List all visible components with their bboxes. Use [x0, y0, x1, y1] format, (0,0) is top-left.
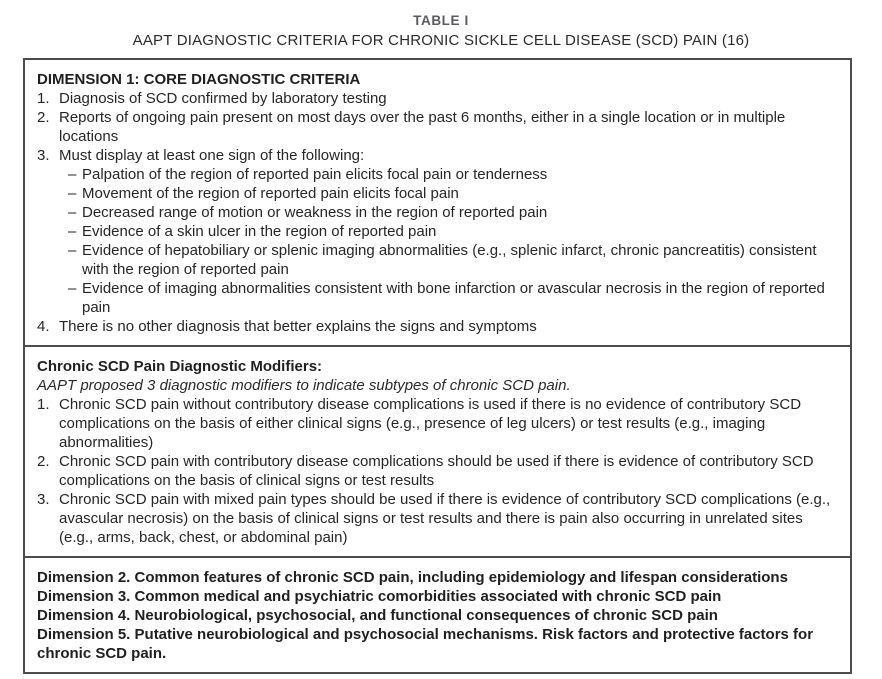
sub-list-item — [68, 241, 840, 279]
item-number: 3. — [37, 491, 50, 508]
table-caption — [0, 0, 882, 49]
section-modifiers — [25, 345, 850, 556]
list-item — [37, 452, 840, 490]
dimension-2-paragraph: Dimension 2. Common features of chronic SCD pain, including epidemiology and lifespan considerations — [37, 569, 788, 586]
sub-item-text: Movement of the region of reported pain elicits focal pain — [82, 185, 459, 202]
dimension-3-paragraph: Dimension 3. Common medical and psychiatric comorbidities associated with chronic SCD pain — [37, 588, 722, 605]
table-title: AAPT DIAGNOSTIC CRITERIA FOR CHRONIC SICKLE CELL DISEASE (SCD) PAIN (16) — [132, 32, 750, 49]
modifiers-note: AAPT proposed 3 diagnostic modifiers to indicate subtypes of chronic SCD pain. — [37, 377, 571, 394]
item-text: There is no other diagnosis that better explains the signs and symptoms — [59, 318, 537, 335]
item-text: Diagnosis of SCD confirmed by laboratory testing — [59, 90, 387, 107]
dash-bullet: – — [68, 280, 77, 297]
item-text: Chronic SCD pain without contributory disease complications is used if there is no evidence of contributory SCD complications on the basis of either clinical signs (e.g., presence of leg ulcers) or test results (e.g., imaging abnormalities) — [59, 396, 802, 451]
sub-list-item — [68, 222, 840, 241]
criteria-table — [23, 58, 852, 674]
item-number: 1. — [37, 396, 50, 413]
item-number: 2. — [37, 109, 50, 126]
item-number: 1. — [37, 90, 50, 107]
section-dimensions-2-5 — [25, 556, 850, 672]
section-modifiers-heading: Chronic SCD Pain Diagnostic Modifiers: — [37, 358, 323, 375]
item-number: 3. — [37, 147, 50, 164]
list-item — [37, 490, 840, 547]
dimension-5-paragraph: Dimension 5. Putative neurobiological and psychosocial mechanisms. Risk factors and protective factors for chronic SCD pain. — [37, 626, 814, 662]
dash-bullet: – — [68, 204, 77, 221]
item-text: Must display at least one sign of the following: — [59, 147, 365, 164]
sub-item-text: Evidence of hepatobiliary or splenic imaging abnormalities (e.g., splenic infarct, chronic pancreatitis) consistent with the region of reported pain — [82, 242, 817, 278]
sub-list-item — [68, 165, 840, 184]
dimension-4-paragraph: Dimension 4. Neurobiological, psychosocial, and functional consequences of chronic SCD pain — [37, 607, 718, 624]
list-item — [37, 146, 840, 165]
section-dimension-1-heading: DIMENSION 1: CORE DIAGNOSTIC CRITERIA — [37, 71, 361, 88]
sub-item-text: Palpation of the region of reported pain elicits focal pain or tenderness — [82, 166, 548, 183]
item-text: Chronic SCD pain with contributory disease complications should be used if there is evidence of contributory SCD complications on the basis of clinical signs or test results — [59, 453, 814, 489]
item-number: 4. — [37, 318, 50, 335]
item-number: 2. — [37, 453, 50, 470]
list-item — [37, 108, 840, 146]
list-item — [37, 89, 840, 108]
sub-list-item — [68, 184, 840, 203]
sub-item-text: Decreased range of motion or weakness in the region of reported pain — [82, 204, 548, 221]
item-text: Chronic SCD pain with mixed pain types should be used if there is evidence of contributory SCD complications (e.g., avascular necrosis) on the basis of clinical signs or test results and there is pain also occurring in unrelated sites (e.g., arms, back, chest, or abdominal pain) — [59, 491, 831, 546]
sub-item-text: Evidence of a skin ulcer in the region of reported pain — [82, 223, 437, 240]
table-number-label: TABLE I — [413, 13, 469, 28]
dash-bullet: – — [68, 166, 77, 183]
list-item — [37, 395, 840, 452]
dash-bullet: – — [68, 223, 77, 240]
list-item — [37, 317, 840, 336]
sub-list-item — [68, 279, 840, 317]
sub-item-text: Evidence of imaging abnormalities consistent with bone infarction or avascular necrosis in the region of reported pain — [82, 280, 825, 316]
dash-bullet: – — [68, 185, 77, 202]
dash-bullet: – — [68, 242, 77, 259]
item-text: Reports of ongoing pain present on most days over the past 6 months, either in a single location or in multiple locations — [59, 109, 786, 145]
sub-list-item — [68, 203, 840, 222]
section-dimension-1 — [25, 60, 850, 345]
